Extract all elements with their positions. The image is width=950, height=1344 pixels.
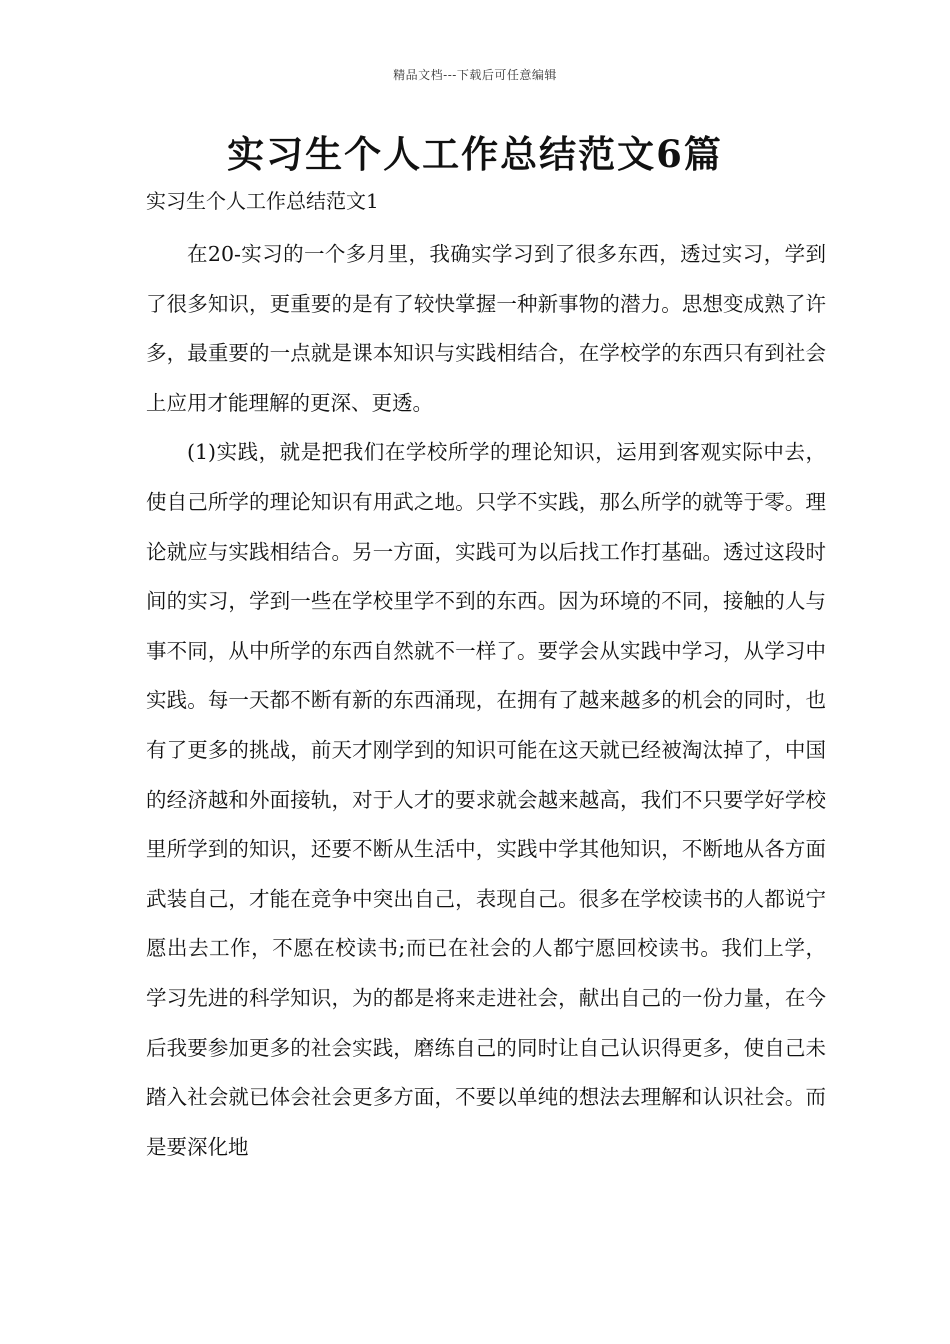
section-subtitle: 实习生个人工作总结范文1 — [146, 189, 379, 213]
document-title: 实习生个人工作总结范文6篇 — [227, 132, 723, 176]
header-note: 精品文档---下载后可任意编辑 — [393, 68, 557, 82]
paragraph-1: 在20-实习的一个多月里，我确实学习到了很多东西，透过实习，学到了很多知识，更重要的是有了较快掌握一种新事物的潜力。思想变成熟了许多，最重要的一点就是课本知识与实践相结合，在学校学的东西只有到社会上应用才能理解的更深、更透。 — [146, 242, 826, 415]
paragraph-2: (1)实践，就是把我们在学校所学的理论知识，运用到客观实际中去，使自己所学的理论知识有用武之地。只学不实践，那么所学的就等于零。理论就应与实践相结合。另一方面，实践可为以后找工作打基础。透过这段时间的实习，学到一些在学校里学不到的东西。因为环境的不同，接触的人与事不同，从中所学的东西自然就不一样了。要学会从实践中学习，从学习中实践。每一天都不断有新的东西涌现，在拥有了越来越多的机会的同时，也有了更多的挑战，前天才刚学到的知识可能在这天就已经被淘汰掉了，中国的经济越和外面接轨，对于人才的要求就会越来越高，我们不只要学好学校里所学到的知识，还要不断从生活中，实践中学其他知识，不断地从各方面武装自己，才能在竞争中突出自己，表现自己。很多在学校读书的人都说宁愿出去工作，不愿在校读书;而已在社会的人都宁愿回校读书。我们上学，学习先进的科学知识，为的都是将来走进社会，献出自己的一份力量，在今后我要参加更多的社会实践，磨练自己的同时让自己认识得更多，使自己未踏入社会就已体会社会更多方面，不要以单纯的想法去理解和认识社会。而是要深化地 — [146, 440, 826, 1159]
body-text — [146, 230, 826, 1172]
